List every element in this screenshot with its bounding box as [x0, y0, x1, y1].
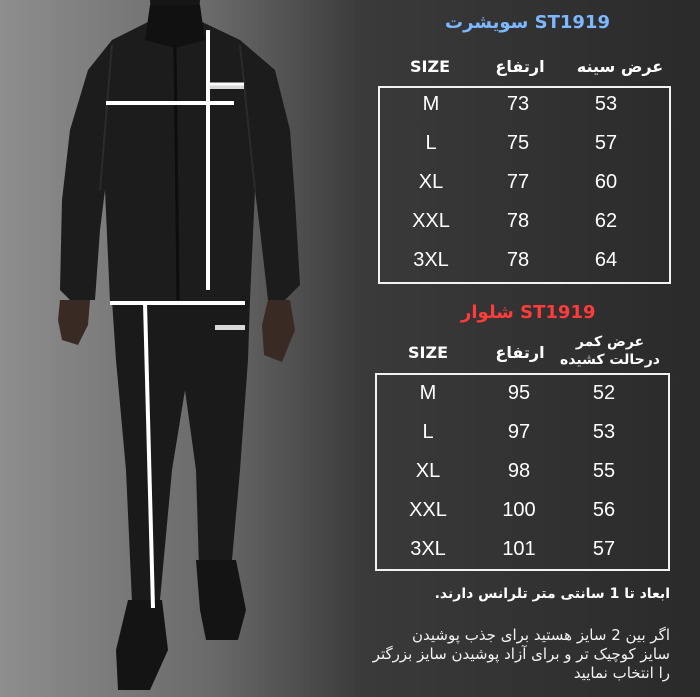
shirt-header-length: ارتفاع — [495, 57, 545, 76]
pants-cell-waist: 53 — [592, 421, 616, 443]
shirt-header-chest: عرض سینه — [576, 57, 664, 76]
shirt-cell-length: 78 — [506, 210, 530, 232]
size-advice-line-3: را انتخاب نمایید — [573, 664, 670, 682]
shirt-cell-length: 75 — [506, 132, 530, 154]
shirt-cell-chest: 62 — [594, 210, 618, 232]
pants-table-title — [461, 302, 596, 323]
shirt-cell-size: M — [422, 93, 440, 115]
pants-cell-size: XXL — [409, 499, 447, 521]
shirt-cell-size: 3XL — [413, 249, 449, 271]
shirt-title-word: سویشرت — [445, 12, 529, 33]
pants-cell-waist: 56 — [592, 499, 616, 521]
shirt-cell-chest: 53 — [594, 93, 618, 115]
pants-header-length: ارتفاع — [495, 343, 545, 362]
pants-cell-size: XL — [415, 460, 441, 482]
pants-header-waist — [550, 333, 670, 369]
pants-cell-waist: 55 — [592, 460, 616, 482]
shirt-header-size: SIZE — [409, 57, 450, 76]
size-advice — [373, 626, 670, 683]
pants-title-word: شلوار — [461, 302, 514, 323]
shirt-cell-chest: 60 — [594, 171, 618, 193]
pants-header-size: SIZE — [407, 343, 448, 362]
pants-cell-waist: 52 — [592, 382, 616, 404]
pants-cell-size: L — [422, 421, 434, 443]
pants-cell-size: 3XL — [410, 538, 446, 560]
pants-cell-waist: 57 — [592, 538, 616, 560]
shirt-cell-chest: 57 — [594, 132, 618, 154]
pants-header-waist-line1: عرض کمر — [575, 334, 645, 350]
shirt-code: ST1919 — [534, 12, 610, 33]
shirt-cell-chest: 64 — [594, 249, 618, 271]
shirt-cell-length: 73 — [506, 93, 530, 115]
tolerance-note: ابعاد تا 1 سانتی متر تلرانس دارند. — [434, 586, 670, 602]
pants-cell-length: 95 — [507, 382, 531, 404]
pants-cell-length: 101 — [502, 538, 536, 560]
shirt-cell-size: L — [425, 132, 437, 154]
shirt-cell-length: 78 — [506, 249, 530, 271]
shirt-cell-size: XXL — [412, 210, 450, 232]
shirt-table-title — [445, 12, 610, 33]
shirt-cell-length: 77 — [506, 171, 530, 193]
pants-cell-length: 98 — [507, 460, 531, 482]
pants-cell-length: 97 — [507, 421, 531, 443]
pants-cell-length: 100 — [502, 499, 536, 521]
pants-code: ST1919 — [520, 302, 596, 323]
shirt-cell-size: XL — [418, 171, 444, 193]
size-advice-line-2: سایز کوچیک تر و برای آزاد پوشیدن سایز بزرگتر — [372, 645, 670, 663]
pants-cell-size: M — [419, 382, 437, 404]
size-advice-line-1: اگر بین 2 سایز هستید برای جذب پوشیدن — [412, 626, 670, 644]
pants-header-waist-line2: درحالت کشیده — [560, 352, 660, 368]
